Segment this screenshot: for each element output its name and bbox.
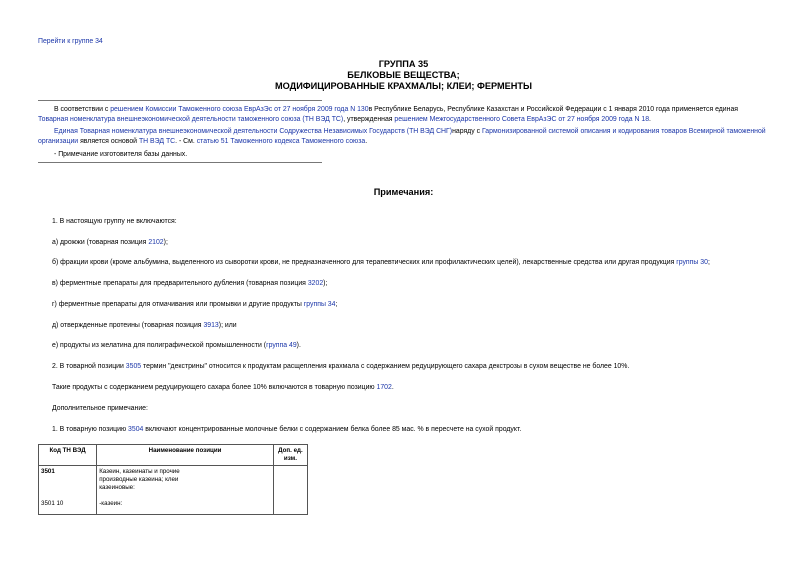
- harmonized-system-link[interactable]: Гармонизированной системой описания и кодирования товаров Всемирной таможенной организации: [38, 128, 766, 145]
- intro-text: наряду с: [452, 128, 482, 135]
- note-item-a: [52, 238, 168, 247]
- table-cell-name: [97, 466, 274, 515]
- intro-text: .: [649, 116, 651, 123]
- note-text: термин "декстрины" относится к продуктам расщепления крахмала с содержанием редуцирующего сахара декстрозы в сухом веществе не более 10%.: [141, 363, 630, 370]
- note-text: ).: [296, 342, 301, 349]
- intro-text: в Республике Беларусь, Республике Казахстан и Российской Федерации с 1 января 2010 года применяется единая: [368, 106, 739, 113]
- intro-text: . - См.: [175, 138, 197, 145]
- note-item-b: [52, 258, 710, 267]
- eurasec-decision-link[interactable]: решением Межгосударственного Совета ЕврАзЭС от 27 ноября 2009 года N 18: [394, 116, 650, 123]
- tn-ved-ts-link-2[interactable]: ТН ВЭД ТС: [138, 138, 176, 145]
- group-30-link[interactable]: группы 30: [676, 259, 708, 266]
- table-row: [39, 466, 308, 515]
- note-text: ;: [707, 259, 710, 266]
- intro-paragraph-2: [38, 127, 768, 147]
- note-text: включают концентрированные молочные белки с содержанием белка более 85 мас. % в пересчете на сухой продукт.: [143, 426, 522, 433]
- heading-3202-link[interactable]: 3202: [307, 280, 324, 287]
- group-subtitle: БЕЛКОВЫЕ ВЕЩЕСТВА;: [347, 70, 460, 80]
- intro-text: , утвержденная: [343, 116, 395, 123]
- bottom-divider: [38, 162, 322, 163]
- heading-3913-link[interactable]: 3913: [203, 322, 219, 329]
- note-text: 1. В товарную позицию: [52, 426, 129, 433]
- note-text: ;: [335, 301, 338, 308]
- customs-code-article-link[interactable]: статью 51 Таможенного кодекса Таможенного союза: [196, 138, 366, 145]
- notes-heading: Примечания:: [373, 187, 434, 197]
- additional-note-1: [52, 425, 521, 434]
- intro-text: .: [365, 138, 368, 145]
- note-1: 1. В настоящую группу не включаются:: [52, 218, 177, 225]
- tariff-table: [38, 444, 308, 515]
- col-code-header: Код ТН ВЭД: [39, 445, 97, 466]
- code-3501: 3501: [41, 468, 55, 475]
- heading-2102-link[interactable]: 2102: [148, 239, 164, 246]
- name-3501: Казеин, казеинаты и прочие производные казеина; клеи казеиновые:: [99, 468, 180, 491]
- note-item-g: [52, 300, 337, 309]
- col-name-header: Наименование позиции: [97, 445, 274, 466]
- table-header-row: [39, 445, 308, 466]
- note-text: );: [323, 280, 328, 287]
- name-3501-10: -казеин:: [99, 500, 123, 507]
- note-2-continued: [52, 383, 394, 392]
- note-text: б) фракции крови (кроме альбумина, выделенного из сыворотки крови, не предназначенного для терапевтических или профилактических целей), лекарственные средства или другая продукция: [52, 259, 677, 266]
- intro-text: В соответствии с: [54, 106, 111, 113]
- col-unit-header: Доп. ед. изм.: [273, 445, 307, 466]
- additional-note-heading: Дополнительное примечание:: [52, 405, 148, 412]
- note-text: Такие продукты с содержанием редуцирующего сахара более 10% включаются в товарную позицию: [52, 384, 377, 391]
- intro-text: является основой: [78, 138, 139, 145]
- intro-paragraph-1: [38, 105, 768, 125]
- table-cell-code: [39, 466, 97, 515]
- note-item-e: [52, 341, 301, 350]
- group-subtitle-2: МОДИФИЦИРОВАННЫЕ КРАХМАЛЫ; КЛЕИ; ФЕРМЕНТЫ: [274, 81, 533, 91]
- note-text: е) продукты из желатина для полиграфической промышленности (: [52, 342, 267, 349]
- note-text: г) ферментные препараты для отмачивания или промывки и другие продукты: [52, 301, 304, 308]
- db-maker-note: - Примечание изготовителя базы данных.: [54, 151, 188, 158]
- note-text: в) ферментные препараты для предварительного дубления (товарная позиция: [52, 280, 308, 287]
- note-text: 2. В товарной позиции: [52, 363, 126, 370]
- heading-3504-link[interactable]: 3504: [128, 426, 144, 433]
- group-title: ГРУППА 35: [378, 59, 429, 69]
- note-item-v: [52, 279, 327, 288]
- customs-union-decision-link[interactable]: решением Комиссии Таможенного союза ЕврАзЭс от 27 ноября 2009 года N 130: [110, 106, 369, 113]
- group-34-link[interactable]: группы 34: [303, 301, 336, 308]
- table-cell-unit: [273, 466, 307, 515]
- note-text: д) отвержденные протеины (товарная позиция: [52, 322, 204, 329]
- note-text: ); или: [218, 322, 237, 329]
- heading-3505-link[interactable]: 3505: [125, 363, 142, 370]
- note-item-d: [52, 321, 237, 330]
- tn-ved-sng-link[interactable]: Единая Товарная номенклатура внешнеэкономической деятельности Содружества Независимых Государств (ТН ВЭД СНГ): [54, 128, 453, 135]
- tn-ved-ts-link[interactable]: Товарная номенклатура внешнеэкономической деятельности таможенного союза (ТН ВЭД ТС): [38, 116, 344, 123]
- note-text: );: [163, 239, 168, 246]
- code-3501-10: 3501 10: [41, 500, 64, 507]
- note-text: .: [391, 384, 394, 391]
- note-2: [52, 362, 629, 371]
- prev-group-link[interactable]: Перейти к группе 34: [38, 38, 103, 45]
- group-49-link[interactable]: группа 49: [266, 342, 297, 349]
- top-divider: [38, 100, 322, 101]
- note-text: а) дрожжи (товарная позиция: [52, 239, 149, 246]
- heading-1702-link[interactable]: 1702: [376, 384, 392, 391]
